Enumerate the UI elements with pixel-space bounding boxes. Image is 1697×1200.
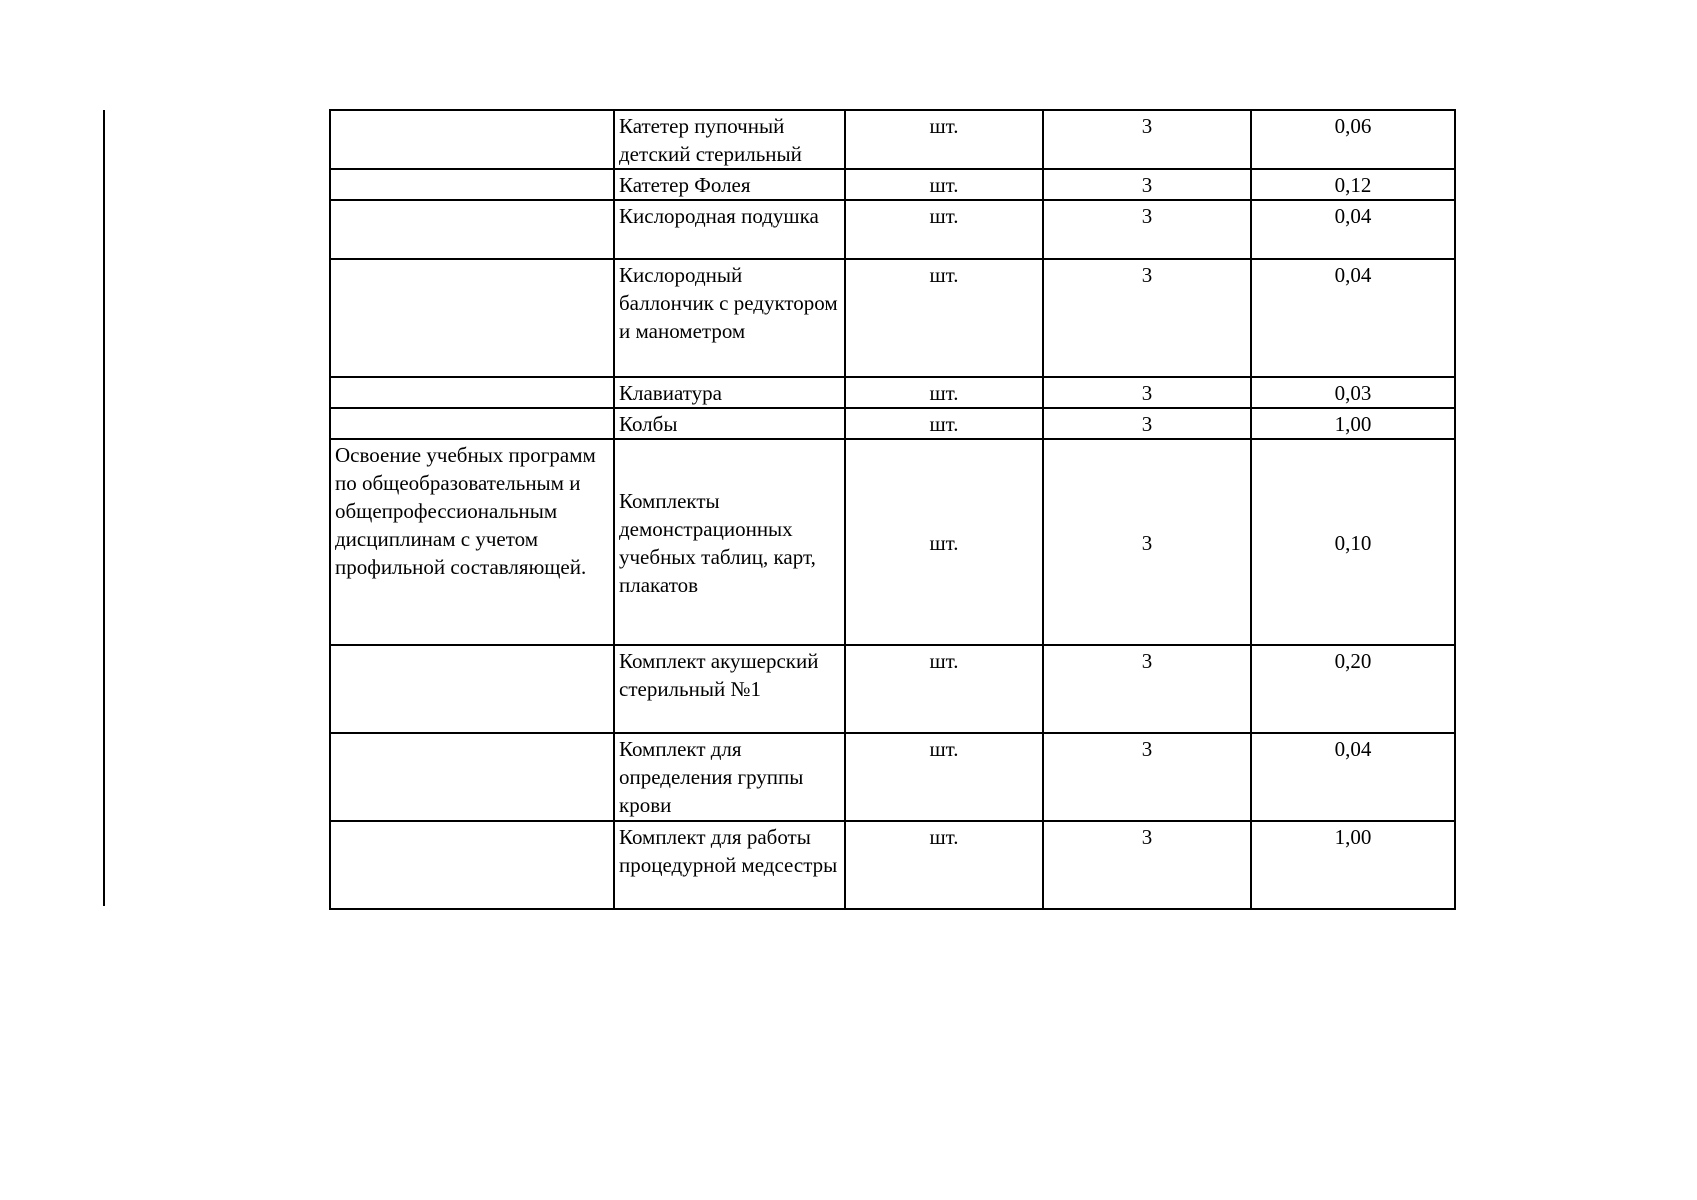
value-cell: 0,06 xyxy=(1251,110,1455,169)
table-row xyxy=(330,259,1455,377)
purpose-cell xyxy=(330,169,614,200)
item-name-cell: Колбы xyxy=(614,408,845,439)
value-cell: 1,00 xyxy=(1251,821,1455,909)
table-row xyxy=(330,110,1455,169)
item-name-cell: Катетер Фолея xyxy=(614,169,845,200)
quantity-cell: 3 xyxy=(1043,110,1251,169)
equipment-table xyxy=(329,109,1456,910)
quantity-cell: 3 xyxy=(1043,645,1251,733)
value-cell: 0,04 xyxy=(1251,200,1455,259)
value-cell: 0,20 xyxy=(1251,645,1455,733)
unit-cell: шт. xyxy=(845,169,1043,200)
unit-cell: шт. xyxy=(845,408,1043,439)
table-row xyxy=(330,169,1455,200)
unit-cell: шт. xyxy=(845,377,1043,408)
table-row xyxy=(330,200,1455,259)
table-row xyxy=(330,377,1455,408)
item-name-cell: Комплект для работы процедурной медсестры xyxy=(614,821,845,909)
purpose-cell: Освоение учебных программ по общеобразовательным и общепрофессиональным дисциплинам с учетом профильной составляющей. xyxy=(330,439,614,645)
unit-cell: шт. xyxy=(845,200,1043,259)
unit-cell: шт. xyxy=(845,821,1043,909)
table-row xyxy=(330,408,1455,439)
table-row xyxy=(330,439,1455,645)
item-name-cell: Кислородная подушка xyxy=(614,200,845,259)
purpose-cell xyxy=(330,821,614,909)
purpose-cell xyxy=(330,645,614,733)
quantity-cell: 3 xyxy=(1043,200,1251,259)
item-name-cell: Кислородный баллончик с редуктором и манометром xyxy=(614,259,845,377)
value-cell: 0,04 xyxy=(1251,733,1455,821)
purpose-cell xyxy=(330,408,614,439)
quantity-cell: 3 xyxy=(1043,169,1251,200)
item-name-cell: Комплекты демонстрационных учебных таблиц, карт, плакатов xyxy=(614,439,845,645)
unit-cell: шт. xyxy=(845,439,1043,645)
table-row xyxy=(330,645,1455,733)
purpose-cell xyxy=(330,377,614,408)
item-name-cell: Комплект акушерский стерильный №1 xyxy=(614,645,845,733)
item-name-cell: Комплект для определения группы крови xyxy=(614,733,845,821)
table-row xyxy=(330,733,1455,821)
unit-cell: шт. xyxy=(845,733,1043,821)
purpose-cell xyxy=(330,733,614,821)
value-cell: 1,00 xyxy=(1251,408,1455,439)
purpose-cell xyxy=(330,200,614,259)
item-name-cell: Катетер пупочный детский стерильный xyxy=(614,110,845,169)
quantity-cell: 3 xyxy=(1043,439,1251,645)
quantity-cell: 3 xyxy=(1043,733,1251,821)
quantity-cell: 3 xyxy=(1043,408,1251,439)
purpose-cell xyxy=(330,110,614,169)
value-cell: 0,10 xyxy=(1251,439,1455,645)
item-name-cell: Клавиатура xyxy=(614,377,845,408)
value-cell: 0,03 xyxy=(1251,377,1455,408)
quantity-cell: 3 xyxy=(1043,821,1251,909)
purpose-cell xyxy=(330,259,614,377)
quantity-cell: 3 xyxy=(1043,377,1251,408)
value-cell: 0,12 xyxy=(1251,169,1455,200)
quantity-cell: 3 xyxy=(1043,259,1251,377)
value-cell: 0,04 xyxy=(1251,259,1455,377)
unit-cell: шт. xyxy=(845,259,1043,377)
unit-cell: шт. xyxy=(845,645,1043,733)
table-row xyxy=(330,821,1455,909)
page-margin-line xyxy=(103,110,105,906)
unit-cell: шт. xyxy=(845,110,1043,169)
